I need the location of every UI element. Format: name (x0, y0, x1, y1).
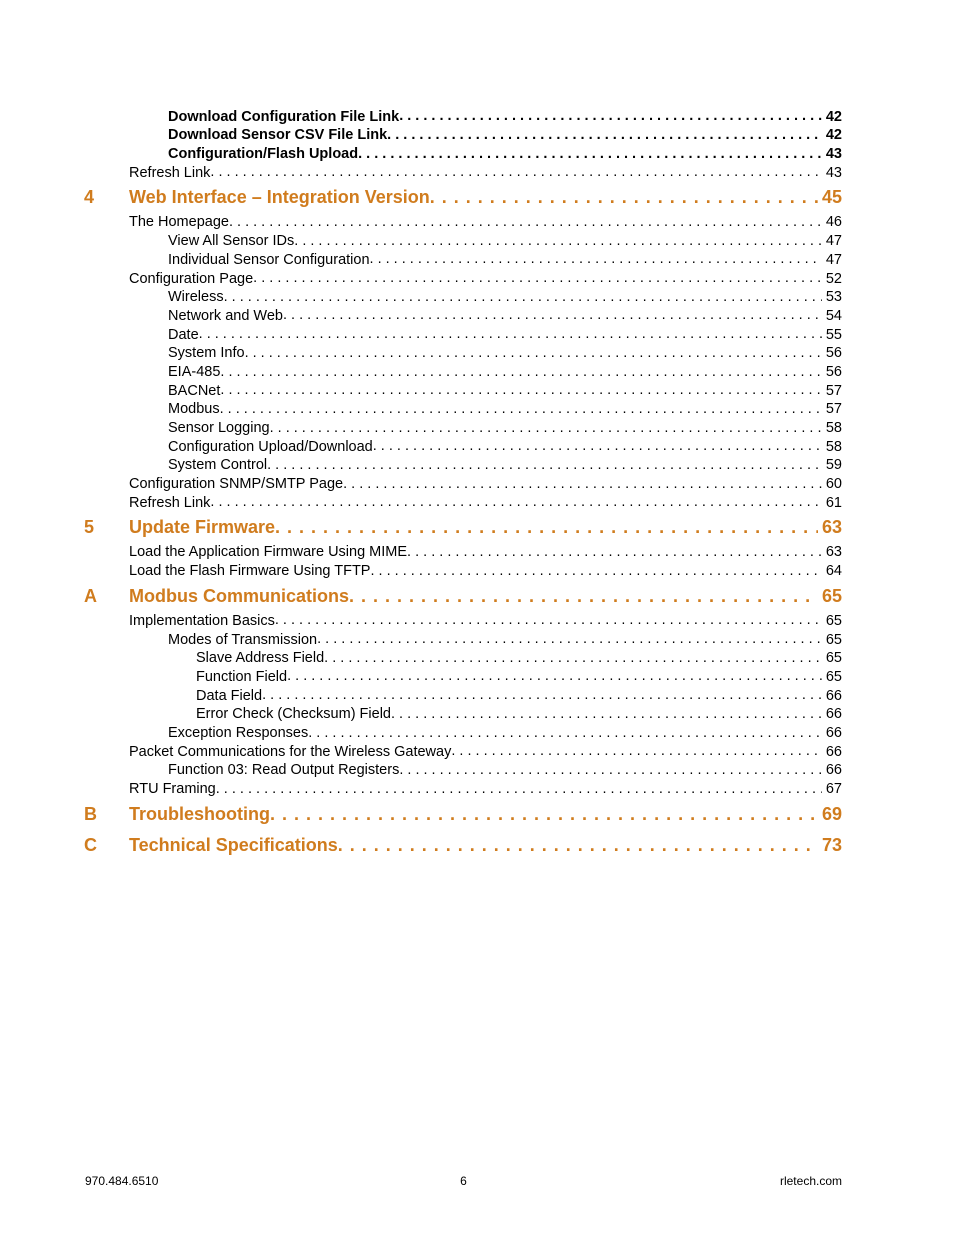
dot-leader (216, 781, 822, 798)
dot-leader (358, 146, 822, 163)
toc-entry[interactable] (0, 742, 842, 761)
toc-entry-title: Troubleshooting (129, 803, 270, 824)
toc-page-number: 59 (822, 456, 842, 474)
toc-entry-title: Configuration/Flash Upload (168, 146, 359, 163)
toc-entry-title: Sensor Logging (168, 420, 270, 436)
toc-entry-title: Load the Flash Firmware Using TFTP (129, 563, 371, 580)
toc-page-number: 54 (822, 307, 842, 325)
toc-entry[interactable] (0, 474, 842, 493)
toc-entry[interactable] (0, 288, 842, 307)
toc-entry-title: Load the Application Firmware Using MIME (129, 544, 408, 561)
footer-website: rletech.com (779, 1174, 842, 1188)
toc-page-number: 66 (822, 724, 842, 742)
toc-chapter-entry[interactable] (0, 798, 842, 829)
dot-leader (210, 164, 821, 181)
toc-entry-title: Slave Address Field (196, 650, 325, 667)
toc-entry-title: Wireless (168, 289, 224, 306)
toc-entry-title: Individual Sensor Configuration (168, 251, 370, 268)
dot-leader (287, 668, 822, 685)
toc-entry[interactable] (0, 381, 842, 400)
toc-page-number: 58 (822, 438, 842, 456)
toc-page-number: 65 (822, 649, 842, 667)
toc-entry[interactable] (0, 667, 842, 686)
toc-page-number: 73 (818, 834, 842, 856)
toc-page-number: 61 (822, 494, 842, 512)
dot-leader (407, 544, 822, 561)
dot-leader (275, 612, 822, 629)
toc-entry-title: Refresh Link (129, 164, 211, 181)
toc-entry[interactable] (0, 126, 842, 145)
toc-entry-title: BACNet (168, 382, 221, 399)
toc-entry[interactable] (0, 144, 842, 163)
toc-page-number: 58 (822, 419, 842, 437)
toc-entry-title: Function 03: Read Output Registers (168, 762, 400, 779)
toc-entry-title: Download Configuration File Link (168, 108, 400, 125)
toc-entry[interactable] (0, 543, 842, 562)
toc-entry[interactable] (0, 779, 842, 798)
dot-leader (324, 650, 822, 667)
toc-entry[interactable] (0, 163, 842, 182)
dot-leader (391, 706, 822, 723)
toc-entry-title: Error Check (Checksum) Field (196, 706, 391, 723)
toc-chapter-entry[interactable] (0, 182, 842, 213)
toc-page-number: 55 (822, 326, 842, 344)
dot-leader (283, 307, 822, 324)
dot-leader (317, 631, 822, 648)
toc-entry-title: Configuration Upload/Download (168, 438, 373, 455)
chapter-number: B (84, 803, 129, 825)
dot-leader (399, 762, 822, 779)
toc-entry-title: Configuration Page (129, 270, 254, 287)
dot-leader (253, 270, 822, 287)
toc-page-number: 65 (822, 631, 842, 649)
toc-entry[interactable] (0, 269, 842, 288)
dot-leader (270, 420, 822, 437)
toc-entry-title: Modbus (168, 401, 220, 418)
toc-page-number: 47 (822, 232, 842, 250)
dot-leader (399, 108, 822, 125)
toc-entry[interactable] (0, 107, 842, 126)
toc-entry[interactable] (0, 630, 842, 649)
dot-leader (210, 494, 821, 511)
dot-leader (370, 251, 822, 268)
toc-page-number: 42 (822, 108, 842, 126)
toc-entry-title: Data Field (196, 687, 263, 704)
dot-leader (275, 516, 818, 538)
chapter-number: A (84, 585, 129, 607)
toc-entry-title: Technical Specifications (129, 834, 338, 855)
toc-entry[interactable] (0, 561, 842, 580)
toc-page-number: 63 (822, 543, 842, 561)
toc-entry[interactable] (0, 213, 842, 232)
dot-leader (220, 364, 821, 381)
toc-entry-title: Exception Responses (168, 724, 309, 741)
toc-page-number: 47 (822, 251, 842, 269)
toc-entry[interactable] (0, 611, 842, 630)
toc-page-number: 56 (822, 363, 842, 381)
toc-page-number: 43 (822, 145, 842, 163)
dot-leader (370, 563, 821, 580)
toc-entry[interactable] (0, 723, 842, 742)
toc-page-number: 66 (822, 743, 842, 761)
toc-page-number: 46 (822, 213, 842, 231)
dot-leader (338, 834, 818, 856)
toc-entry-title: Download Sensor CSV File Link (168, 127, 388, 144)
dot-leader (343, 476, 822, 493)
toc-entry-title: RTU Framing (129, 781, 216, 797)
toc-page-number: 65 (822, 612, 842, 630)
footer-page-number: 6 (460, 1174, 467, 1188)
toc-page-number: 65 (818, 585, 842, 607)
toc-entry-title: Network and Web (168, 307, 283, 324)
toc-page-number: 66 (822, 705, 842, 723)
toc-entry[interactable] (0, 306, 842, 325)
toc-entry[interactable] (0, 418, 842, 437)
toc-page-number: 67 (822, 780, 842, 798)
chapter-number: 4 (84, 186, 129, 208)
toc-entry-title: Packet Communications for the Wireless Gateway (129, 743, 452, 760)
toc-entry-title: Update Firmware (129, 517, 276, 538)
dot-leader (373, 438, 822, 455)
toc-entry[interactable] (0, 362, 842, 381)
toc-page-number: 64 (822, 562, 842, 580)
toc-entry-title: EIA-485 (168, 363, 221, 380)
table-of-contents (0, 107, 954, 860)
dot-leader (199, 326, 822, 343)
toc-entry-title: Web Interface – Integration Version (129, 187, 430, 208)
dot-leader (245, 345, 822, 362)
toc-entry[interactable] (0, 686, 842, 705)
toc-entry-title: Modbus Communications (129, 585, 349, 606)
toc-entry-title: Refresh Link (129, 494, 211, 511)
dot-leader (220, 382, 821, 399)
toc-entry-title: System Info (168, 345, 245, 362)
toc-entry-title: Implementation Basics (129, 612, 275, 629)
dot-leader (224, 289, 822, 306)
toc-chapter-entry[interactable] (0, 580, 842, 611)
toc-page-number: 69 (818, 803, 842, 825)
footer-phone: 970.484.6510 (85, 1174, 159, 1188)
toc-entry[interactable] (0, 400, 842, 419)
dot-leader (451, 743, 822, 760)
toc-entry[interactable] (0, 705, 842, 724)
toc-page-number: 66 (822, 687, 842, 705)
dot-leader (430, 186, 818, 208)
dot-leader (229, 214, 822, 231)
toc-entry-title: View All Sensor IDs (168, 233, 295, 250)
toc-entry[interactable] (0, 493, 842, 512)
toc-entry-title: Configuration SNMP/SMTP Page (129, 476, 344, 493)
toc-page-number: 42 (822, 126, 842, 144)
dot-leader (387, 127, 822, 144)
chapter-number: C (84, 834, 129, 856)
toc-entry[interactable] (0, 649, 842, 668)
dot-leader (220, 401, 822, 418)
toc-entry[interactable] (0, 250, 842, 269)
toc-page-number: 56 (822, 344, 842, 362)
toc-page-number: 60 (822, 475, 842, 493)
toc-entry[interactable] (0, 231, 842, 250)
toc-page-number: 63 (818, 516, 842, 538)
toc-chapter-entry[interactable] (0, 512, 842, 543)
dot-leader (349, 585, 818, 607)
toc-page-number: 52 (822, 270, 842, 288)
chapter-number: 5 (84, 516, 129, 538)
dot-leader (294, 233, 822, 250)
toc-entry[interactable] (0, 456, 842, 475)
toc-entry-title: Modes of Transmission (168, 631, 318, 648)
toc-page-number: 43 (822, 164, 842, 182)
toc-page-number: 65 (822, 668, 842, 686)
dot-leader (308, 725, 822, 742)
toc-entry[interactable] (0, 344, 842, 363)
toc-page-number: 57 (822, 400, 842, 418)
toc-entry[interactable] (0, 325, 842, 344)
toc-entry[interactable] (0, 761, 842, 780)
toc-entry-title: Date (168, 326, 199, 343)
toc-entry-title: The Homepage (129, 214, 229, 231)
toc-entry-title: Function Field (196, 668, 288, 685)
toc-entry[interactable] (0, 437, 842, 456)
toc-page-number: 66 (822, 761, 842, 779)
dot-leader (267, 457, 822, 474)
toc-page-number: 57 (822, 382, 842, 400)
toc-entry-title: System Control (168, 457, 268, 474)
toc-page-number: 45 (818, 186, 842, 208)
dot-leader (270, 803, 818, 825)
dot-leader (262, 687, 822, 704)
page-footer (85, 1174, 842, 1190)
toc-chapter-entry[interactable] (0, 829, 842, 860)
toc-page-number: 53 (822, 288, 842, 306)
